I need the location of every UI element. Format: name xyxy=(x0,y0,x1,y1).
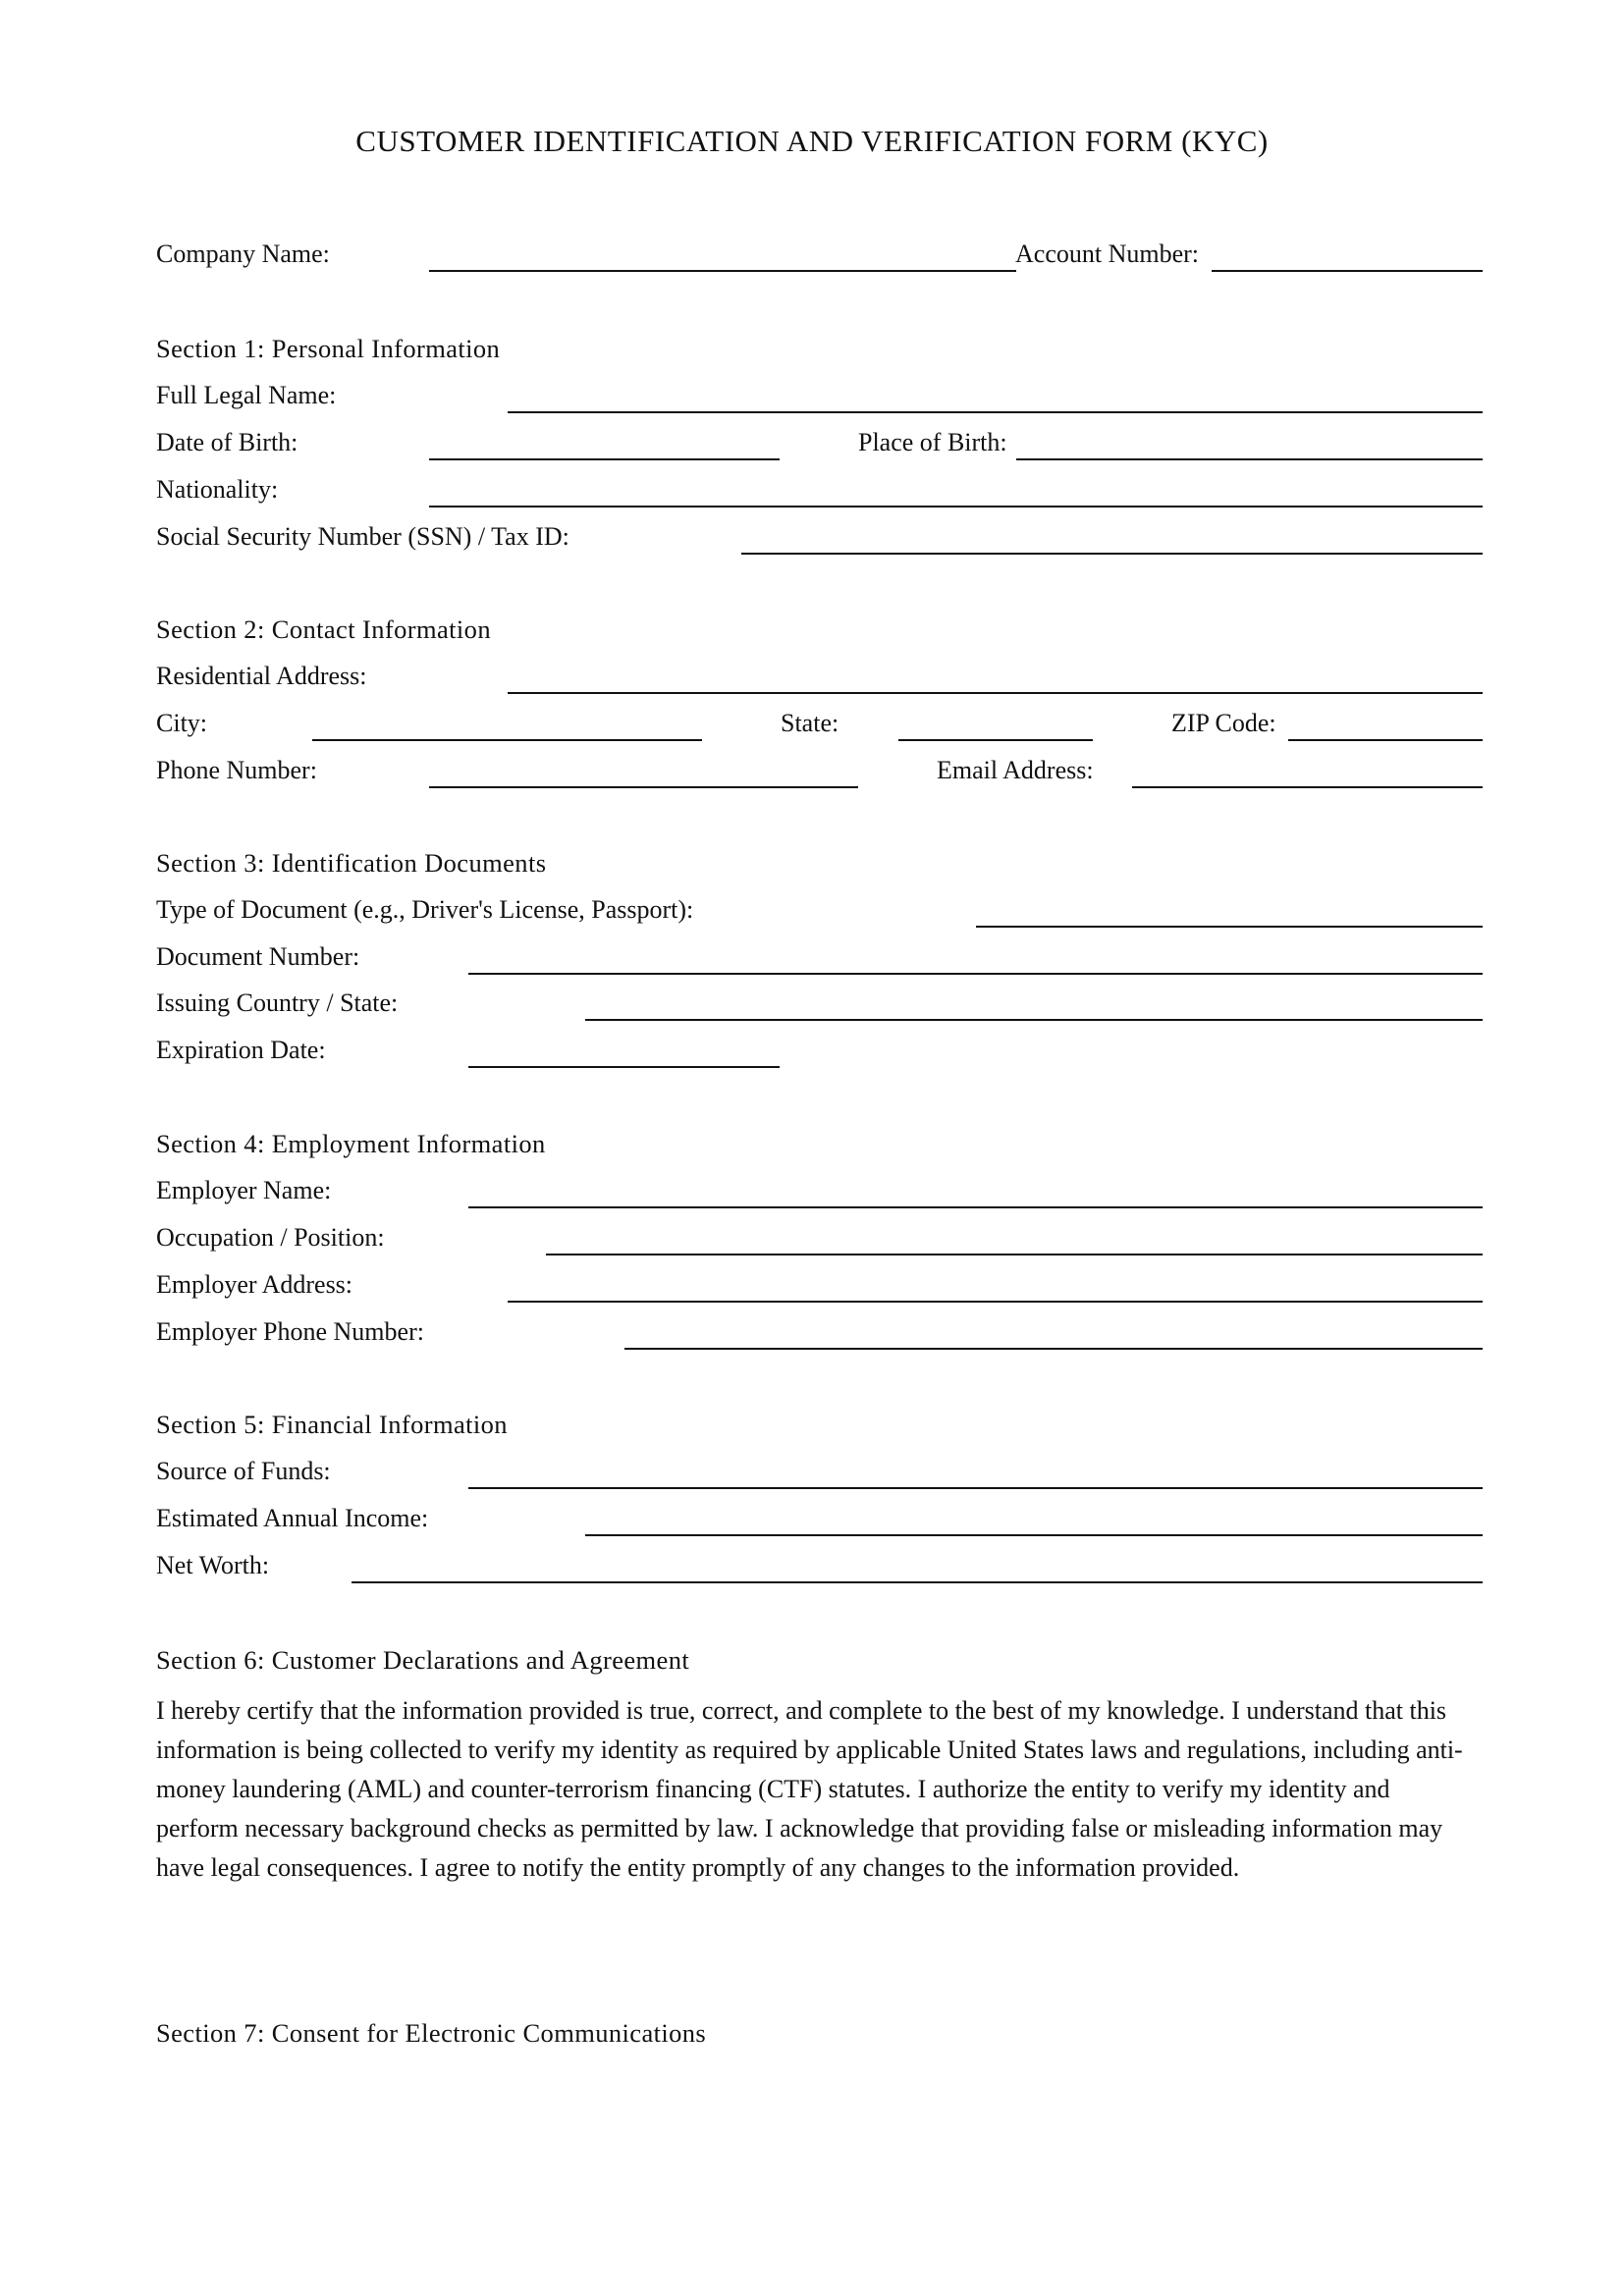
state-field[interactable] xyxy=(898,739,1093,741)
source-of-funds-label: Source of Funds: xyxy=(156,1457,331,1485)
doc-type-label: Type of Document (e.g., Driver's License, Passport): xyxy=(156,895,694,924)
email-label: Email Address: xyxy=(937,756,1094,784)
employer-name-label: Employer Name: xyxy=(156,1176,332,1204)
ssn-field[interactable] xyxy=(741,553,1483,555)
employer-address-field[interactable] xyxy=(508,1301,1483,1303)
expiration-label: Expiration Date: xyxy=(156,1036,326,1064)
annual-income-label: Estimated Annual Income: xyxy=(156,1504,429,1532)
ssn-label: Social Security Number (SSN) / Tax ID: xyxy=(156,522,569,551)
place-of-birth-label: Place of Birth: xyxy=(858,428,1007,456)
city-label: City: xyxy=(156,709,208,737)
annual-income-field[interactable] xyxy=(585,1534,1483,1536)
zip-field[interactable] xyxy=(1288,739,1483,741)
section-1-heading: Section 1: Personal Information xyxy=(156,334,501,363)
section-5-heading: Section 5: Financial Information xyxy=(156,1410,508,1439)
date-of-birth-label: Date of Birth: xyxy=(156,428,298,456)
employer-address-label: Employer Address: xyxy=(156,1270,353,1299)
residential-address-field[interactable] xyxy=(508,692,1483,694)
section-7-heading: Section 7: Consent for Electronic Communications xyxy=(156,2018,707,2048)
occupation-label: Occupation / Position: xyxy=(156,1223,385,1252)
company-name-field[interactable] xyxy=(429,270,1016,272)
employer-phone-label: Employer Phone Number: xyxy=(156,1317,424,1346)
nationality-label: Nationality: xyxy=(156,475,279,504)
full-legal-name-label: Full Legal Name: xyxy=(156,381,337,409)
doc-type-field[interactable] xyxy=(976,926,1483,928)
city-field[interactable] xyxy=(312,739,702,741)
section-4-heading: Section 4: Employment Information xyxy=(156,1129,546,1158)
section-3-heading: Section 3: Identification Documents xyxy=(156,848,547,878)
net-worth-label: Net Worth: xyxy=(156,1551,270,1579)
zip-label: ZIP Code: xyxy=(1171,709,1276,737)
form-title: CUSTOMER IDENTIFICATION AND VERIFICATION FORM (KYC) xyxy=(355,124,1269,158)
nationality-field[interactable] xyxy=(429,506,1483,507)
section-6-heading: Section 6: Customer Declarations and Agreement xyxy=(156,1645,690,1675)
state-label: State: xyxy=(781,709,839,737)
issuing-label: Issuing Country / State: xyxy=(156,988,399,1017)
issuing-field[interactable] xyxy=(585,1019,1483,1021)
phone-label: Phone Number: xyxy=(156,756,317,784)
source-of-funds-field[interactable] xyxy=(468,1487,1483,1489)
full-legal-name-field[interactable] xyxy=(508,411,1483,413)
doc-number-field[interactable] xyxy=(468,973,1483,975)
declaration-paragraph: I hereby certify that the information provided is true, correct, and complete to the best of my knowledge. I understand that this information is being collected to verify my identity as required by applicable United States laws and regulations, including anti-money laundering (AML) and counter-terrorism financing (CTF) statutes. I authorize the entity to verify my identity and perform necessary background checks as permitted by law. I acknowledge that providing false or misleading information may have legal consequences. I agree to notify the entity promptly of any changes to the information provided. xyxy=(156,1696,1463,1882)
residential-address-label: Residential Address: xyxy=(156,662,367,690)
phone-field[interactable] xyxy=(429,786,858,788)
doc-number-label: Document Number: xyxy=(156,942,360,971)
date-of-birth-field[interactable] xyxy=(429,458,780,460)
company-name-label: Company Name: xyxy=(156,240,330,268)
section-2-heading: Section 2: Contact Information xyxy=(156,614,491,644)
account-number-label: Account Number: xyxy=(1015,240,1200,268)
place-of-birth-field[interactable] xyxy=(1016,458,1483,460)
employer-name-field[interactable] xyxy=(468,1206,1483,1208)
account-number-field[interactable] xyxy=(1212,270,1483,272)
net-worth-field[interactable] xyxy=(352,1581,1483,1583)
email-field[interactable] xyxy=(1132,786,1483,788)
employer-phone-field[interactable] xyxy=(624,1348,1483,1350)
expiration-field[interactable] xyxy=(468,1066,780,1068)
occupation-field[interactable] xyxy=(546,1254,1483,1255)
